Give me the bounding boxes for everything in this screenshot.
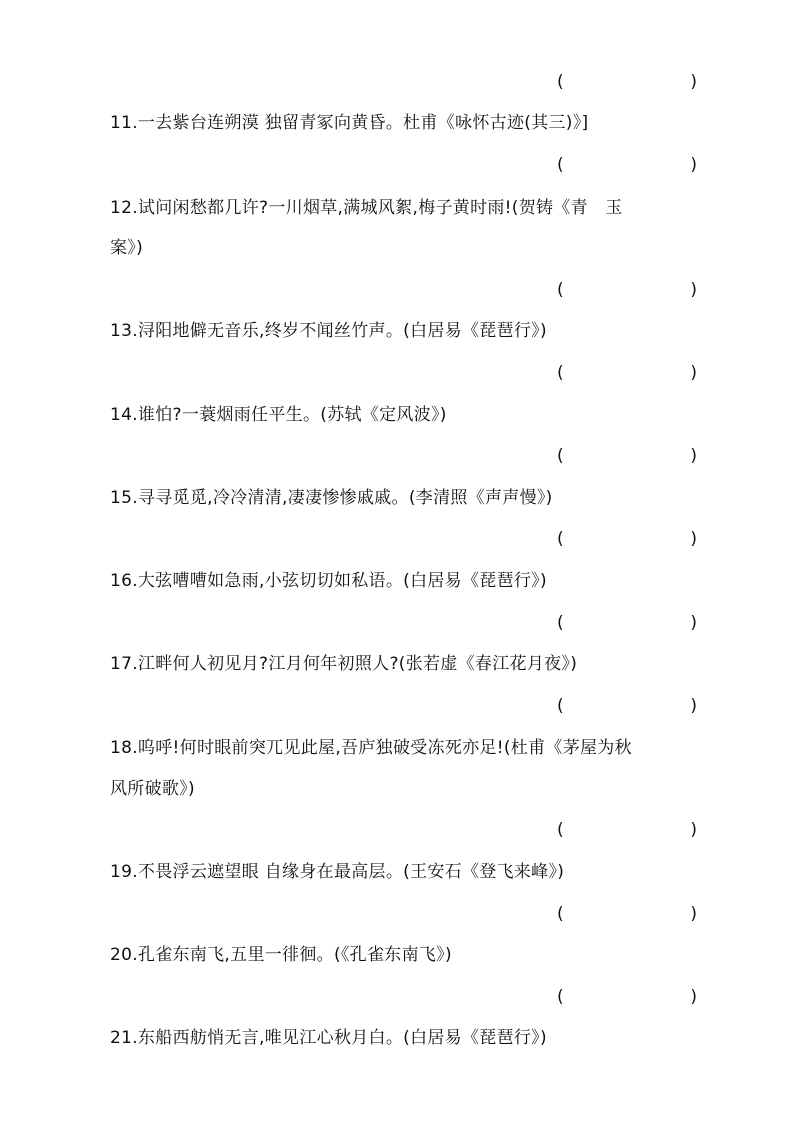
close-paren: )	[690, 613, 697, 633]
question-17: 17.江畔何人初见月?江月何年初照人?(张若虚《春江花月夜》)	[110, 654, 578, 674]
open-paren: (	[557, 820, 564, 840]
close-paren: )	[690, 363, 697, 383]
question-20: 20.孔雀东南飞,五里一徘徊。(《孔雀东南飞》)	[110, 945, 452, 965]
question-12: 12.试问闲愁都几许?一川烟草,满城风絮,梅子黄时雨!(贺铸《青 玉	[110, 198, 623, 218]
open-paren: (	[557, 696, 564, 716]
open-paren: (	[557, 987, 564, 1007]
close-paren: )	[690, 529, 697, 549]
answer-blank[interactable]	[557, 985, 697, 1009]
answer-blank[interactable]	[557, 278, 697, 302]
close-paren: )	[690, 155, 697, 175]
question-14: 14.谁怕?一蓑烟雨任平生。(苏轼《定风波》)	[110, 405, 447, 425]
answer-blank[interactable]	[557, 361, 697, 385]
open-paren: (	[557, 280, 564, 300]
open-paren: (	[557, 155, 564, 175]
answer-blank[interactable]	[557, 444, 697, 468]
close-paren: )	[690, 820, 697, 840]
answer-blank[interactable]	[557, 527, 697, 551]
question-18-continued: 风所破歌》)	[110, 779, 195, 799]
open-paren: (	[557, 363, 564, 383]
answer-blank[interactable]	[557, 818, 697, 842]
answer-blank[interactable]	[557, 694, 697, 718]
question-19: 19.不畏浮云遮望眼 自缘身在最高层。(王安石《登飞来峰》)	[110, 862, 565, 882]
question-12-continued: 案》)	[110, 238, 144, 258]
open-paren: (	[557, 904, 564, 924]
answer-blank[interactable]	[557, 611, 697, 635]
open-paren: (	[557, 72, 564, 92]
close-paren: )	[690, 904, 697, 924]
question-18: 18.呜呼!何时眼前突兀见此屋,吾庐独破受冻死亦足!(杜甫《茅屋为秋	[110, 738, 632, 758]
answer-blank[interactable]	[557, 902, 697, 926]
open-paren: (	[557, 529, 564, 549]
question-21: 21.东船西舫悄无言,唯见江心秋月白。(白居易《琵琶行》)	[110, 1028, 547, 1048]
question-13: 13.浔阳地僻无音乐,终岁不闻丝竹声。(白居易《琵琶行》)	[110, 321, 547, 341]
close-paren: )	[690, 987, 697, 1007]
question-16: 16.大弦嘈嘈如急雨,小弦切切如私语。(白居易《琵琶行》)	[110, 571, 547, 591]
close-paren: )	[690, 280, 697, 300]
answer-blank[interactable]	[557, 153, 697, 177]
question-11: 11.一去紫台连朔漠 独留青冢向黄昏。杜甫《咏怀古迹(其三)》]	[110, 113, 589, 133]
open-paren: (	[557, 613, 564, 633]
close-paren: )	[690, 696, 697, 716]
open-paren: (	[557, 446, 564, 466]
close-paren: )	[690, 72, 697, 92]
answer-blank[interactable]	[557, 70, 697, 94]
close-paren: )	[690, 446, 697, 466]
question-15: 15.寻寻觅觅,冷冷清清,凄凄惨惨戚戚。(李清照《声声慢》)	[110, 488, 553, 508]
